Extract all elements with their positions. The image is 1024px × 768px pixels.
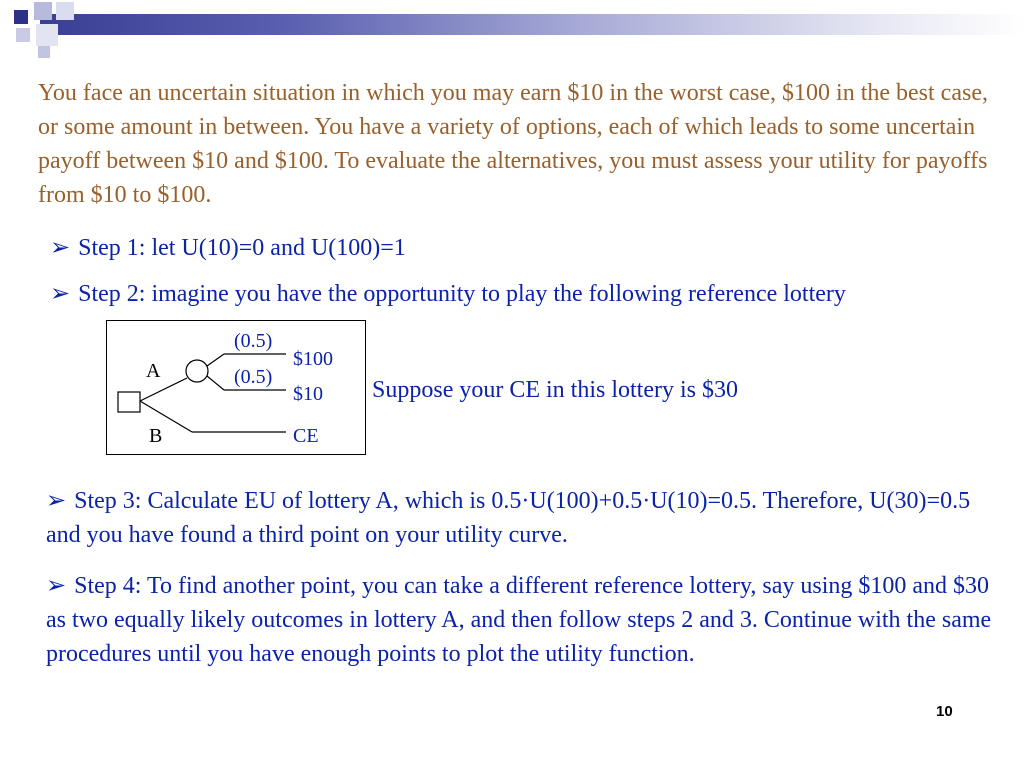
bullet-arrow-icon: ➢ [46, 573, 67, 599]
outcome-top: $100 [293, 348, 333, 370]
decor-square [36, 24, 58, 46]
step-2-text: Step 2: imagine you have the opportunity to play the following reference lottery [78, 281, 846, 307]
decor-square [16, 28, 30, 42]
page-number: 10 [936, 703, 953, 720]
chance-branch-bottom-start [207, 376, 224, 390]
step-2 [50, 277, 1020, 311]
prob-bottom: (0.5) [234, 366, 273, 388]
step-4 [46, 569, 1006, 671]
step-3 [46, 484, 1006, 552]
step-1-text: Step 1: let U(10)=0 and U(100)=1 [78, 235, 406, 261]
decor-square [34, 2, 52, 20]
bullet-arrow-icon: ➢ [50, 281, 71, 307]
bullet-arrow-icon: ➢ [46, 488, 67, 514]
header-gradient-band [40, 14, 1024, 35]
tree-label-a: A [146, 360, 161, 382]
intro-paragraph: You face an uncertain situation in which you may earn $10 in the worst case, $100 in the best case, or some amount in between. You have a variety of options, each of which leads to some uncertain payoff between $10 and $100. To evaluate the alternatives, you must assess your utility for payoffs from $10 to $100. [38, 80, 988, 208]
decor-square [14, 10, 28, 24]
chance-branch-top-start [207, 354, 224, 366]
outcome-bottom: $10 [293, 383, 323, 405]
step-4-text: Step 4: To find another point, you can take a different reference lottery, say using $100 and $30 as two equally likely outcomes in lottery A, and then follow steps 2 and 3. Continue with the same procedures until you have enough points to plot the utility function. [46, 573, 992, 667]
chance-node-circle [186, 360, 208, 382]
step-3-text: Step 3: Calculate EU of lottery A, which is 0.5·U(100)+0.5·U(10)=0.5. Therefore, U(30)=0.5 and you have found a third point on your utility curve. [46, 488, 971, 548]
tree-label-b: B [149, 425, 163, 447]
decision-node-square [118, 392, 140, 412]
decor-square [56, 2, 74, 20]
decor-square [38, 46, 50, 58]
branch-b-line-start [140, 401, 192, 432]
prob-top: (0.5) [234, 330, 273, 352]
step-1 [50, 231, 1010, 265]
suppose-text: Suppose your CE in this lottery is $30 [372, 377, 738, 403]
bullet-arrow-icon: ➢ [50, 235, 71, 261]
outcome-b: CE [293, 425, 319, 447]
